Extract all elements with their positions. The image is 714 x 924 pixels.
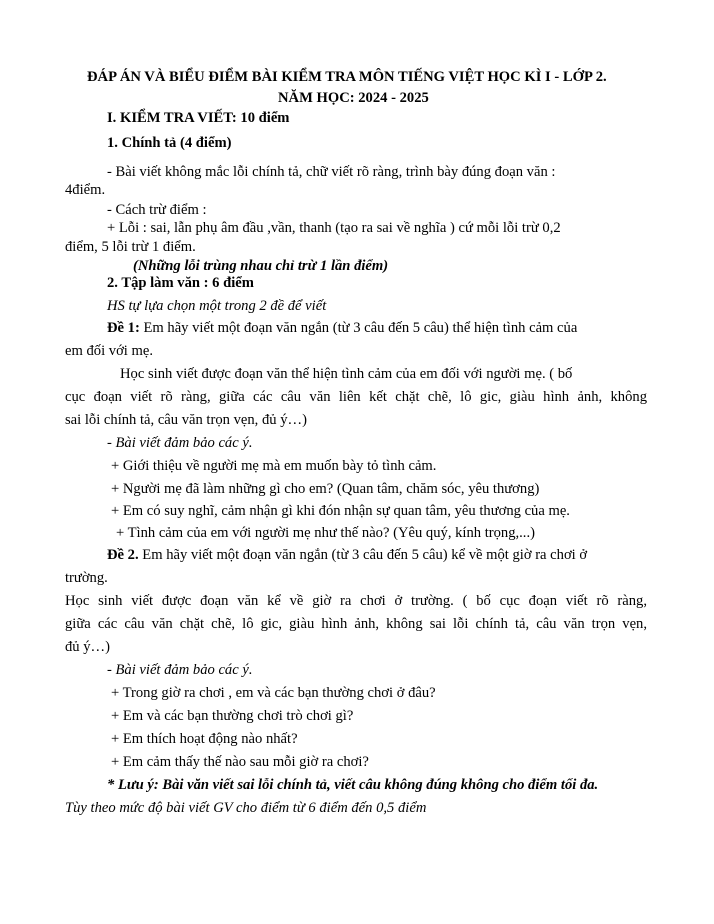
- topic1-point: + Người mẹ đã làm những gì cho em? (Quan tâm, chăm sóc, yêu thương): [111, 481, 540, 497]
- topic2-ensure: - Bài viết đảm bảo các ý.: [107, 662, 253, 678]
- subheading-composition: 2. Tập làm văn : 6 điểm: [107, 275, 254, 291]
- subheading-spelling: 1. Chính tả (4 điểm): [107, 135, 232, 151]
- section-heading-writing-test: I. KIỂM TRA VIẾT: 10 điểm: [107, 110, 290, 126]
- topic1-desc-line3: sai lỗi chính tả, câu văn trọn vẹn, đủ ý…): [65, 412, 307, 428]
- deduction-rule-line1: + Lỗi : sai, lẫn phụ âm đầu ,vần, thanh (tạo ra sai về nghĩa ) cứ mỗi lỗi trừ 0,2: [107, 220, 561, 236]
- topic2-line2: trường.: [65, 570, 108, 586]
- topic2-point: + Em thích hoạt động nào nhất?: [111, 731, 298, 747]
- topic1-ensure: - Bài viết đảm bảo các ý.: [107, 435, 253, 451]
- topic2-point: + Trong giờ ra chơi , em và các bạn thường chơi ở đâu?: [111, 685, 436, 701]
- topic2-point: + Em và các bạn thường chơi trò chơi gì?: [111, 708, 354, 724]
- topic2-point: + Em cảm thấy thế nào sau mỗi giờ ra chơi?: [111, 754, 369, 770]
- spelling-criteria-line1: - Bài viết không mắc lỗi chính tả, chữ viết rõ ràng, trình bày đúng đoạn văn :: [107, 164, 556, 180]
- grading-note-line1: * Lưu ý: Bài văn viết sai lỗi chính tả, viết câu không đúng không cho điểm tối đa.: [107, 777, 599, 793]
- topic1-point: + Em có suy nghĩ, cảm nhận gì khi đón nhận sự quan tâm, yêu thương của mẹ.: [111, 503, 570, 519]
- topic2-line1: [107, 546, 587, 564]
- topic1-desc-line1: Học sinh viết được đoạn văn thể hiện tình cảm của em đối với người mẹ. ( bố: [120, 366, 573, 382]
- topic1-label: Đề 1:: [107, 320, 140, 336]
- deduction-rule-line2: điểm, 5 lỗi trừ 1 điểm.: [65, 239, 196, 255]
- doc-title: ĐÁP ÁN VÀ BIỂU ĐIỂM BÀI KIỂM TRA MÔN TIẾNG VIỆT HỌC KÌ I - LỚP 2.: [87, 69, 607, 85]
- topic1-line2: em đối với mẹ.: [65, 343, 153, 359]
- topic1-line1: [107, 319, 577, 337]
- topic1-point: + Tình cảm của em với người mẹ như thế nào? (Yêu quý, kính trọng,...): [116, 525, 535, 541]
- choice-instruction: HS tự lựa chọn một trong 2 đề để viết: [107, 298, 327, 314]
- topic2-label: Đề 2.: [107, 547, 139, 563]
- deduction-heading: - Cách trừ điểm :: [107, 202, 207, 218]
- topic1-prompt: Em hãy viết một đoạn văn ngắn (từ 3 câu đến 5 câu) thể hiện tình cảm của: [139, 320, 578, 336]
- grading-note-line2: Tùy theo mức độ bài viết GV cho điểm từ 6 điểm đến 0,5 điểm: [65, 800, 427, 816]
- deduction-note: (Những lỗi trùng nhau chỉ trừ 1 lần điểm): [133, 258, 389, 274]
- topic2-desc-line3: đủ ý…): [65, 639, 110, 655]
- topic1-point: + Giới thiệu về người mẹ mà em muốn bày tỏ tình cảm.: [111, 458, 437, 474]
- school-year: NĂM HỌC: 2024 - 2025: [278, 90, 429, 106]
- spelling-criteria-line2: 4điểm.: [65, 182, 106, 198]
- topic1-desc-line2: cục đoạn viết rõ ràng, giữa các câu văn liên kết chặt chẽ, lô gic, giàu hình ảnh, không: [65, 389, 647, 405]
- topic2-prompt: Em hãy viết một đoạn văn ngắn (từ 3 câu đến 5 câu) kể về một giờ ra chơi ở: [138, 547, 588, 563]
- topic2-desc-line2: giữa các câu văn chặt chẽ, lô gic, giàu hình ảnh, không sai lỗi chính tả, câu văn trọn vẹn,: [65, 616, 647, 632]
- topic2-desc-line1: Học sinh viết được đoạn văn kể về giờ ra chơi ở trường. ( bố cục đoạn viết rõ ràng,: [65, 593, 647, 609]
